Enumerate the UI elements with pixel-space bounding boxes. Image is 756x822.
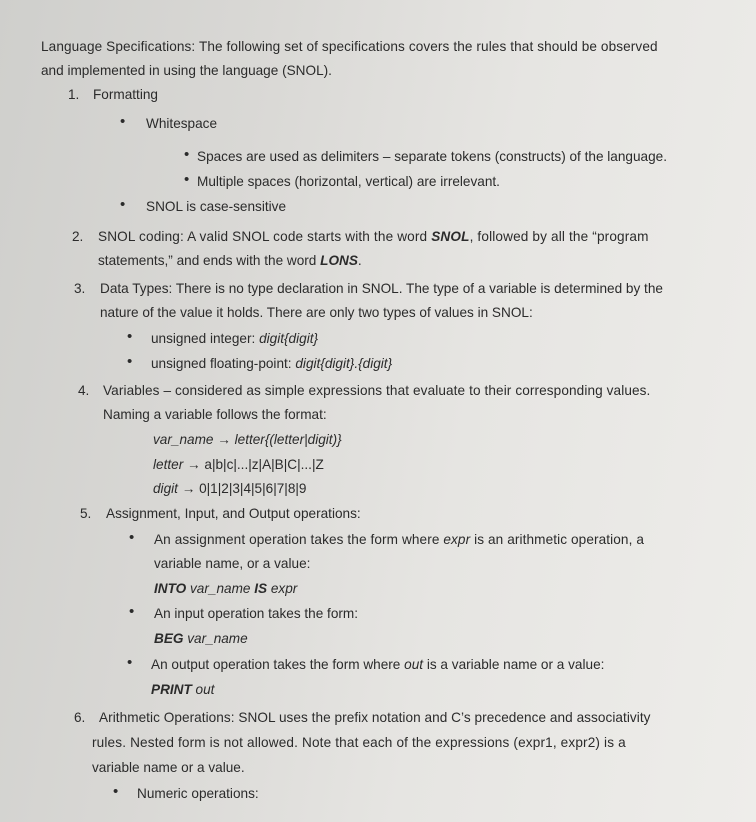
assignment-text: An assignment operation takes the form where	[154, 532, 444, 547]
section-6-line-3: variable name or a value.	[92, 760, 245, 775]
bullet-icon: •	[120, 113, 126, 130]
type-grammar: digit{digit}	[259, 331, 319, 346]
type-label: unsigned floating-point:	[151, 356, 296, 371]
grammar-rule: → 0|1|2|3|4|5|6|7|8|9	[177, 481, 307, 496]
section-5-number: 5.	[80, 506, 92, 521]
keyword-lons: LONS	[320, 253, 358, 268]
whitespace-item-1: Spaces are used as delimiters – separate tokens (constructs) of the language.	[197, 149, 667, 164]
section-4-line-2: Naming a variable follows the format:	[103, 407, 327, 422]
syntax-expr: expr	[267, 581, 298, 596]
keyword-beg: BEG	[154, 631, 184, 646]
grammar-arrow: →	[213, 432, 235, 447]
assignment-line-2: variable name, or a value:	[154, 556, 311, 571]
type-unsigned-integer	[151, 330, 318, 348]
intro-line-2: and implemented in using the language (SNOL).	[41, 63, 332, 78]
syntax-var: var_name	[183, 631, 248, 646]
grammar-letter	[153, 456, 324, 474]
output-syntax	[151, 681, 214, 699]
assignment-expr: expr	[443, 532, 471, 547]
bullet-icon: •	[129, 603, 135, 620]
grammar-symbol: letter	[153, 457, 184, 472]
output-text: An output operation takes the form where	[151, 657, 405, 672]
section-2-number: 2.	[72, 229, 84, 244]
section-6-line-2: rules. Nested form is not allowed. Note that each of the expressions (expr1, expr2) is a	[92, 735, 626, 750]
grammar-digit	[153, 480, 306, 498]
syntax-out: out	[191, 682, 215, 697]
grammar-rule: letter{(letter|digit)}	[234, 432, 342, 447]
section-3-line-2: nature of the value it holds. There are only two types of values in SNOL:	[100, 305, 533, 320]
section-3-number: 3.	[74, 281, 86, 296]
whitespace-item-2: Multiple spaces (horizontal, vertical) are irrelevant.	[197, 174, 500, 189]
bullet-icon: •	[127, 353, 133, 370]
section-2-line-1	[98, 228, 649, 246]
bullet-icon: •	[120, 196, 126, 213]
bullet-icon: •	[127, 328, 133, 345]
bullet-icon: •	[184, 171, 190, 188]
section-5-line-1: Assignment, Input, and Output operations:	[106, 506, 361, 521]
assignment-line-1	[154, 531, 644, 549]
bullet-icon: •	[113, 783, 119, 800]
keyword-is: IS	[254, 581, 268, 596]
section-6-line-1: Arithmetic Operations: SNOL uses the prefix notation and C’s precedence and associativity	[99, 710, 651, 725]
section-3-line-1: Data Types: There is no type declaration in SNOL. The type of a variable is determined by the	[100, 281, 663, 296]
section-2-text: .	[357, 253, 362, 268]
grammar-symbol: digit	[153, 481, 178, 496]
whitespace-label: Whitespace	[146, 116, 218, 131]
bullet-icon: •	[127, 654, 133, 671]
section-4-number: 4.	[78, 383, 90, 398]
section-4-line-1: Variables – considered as simple expressions that evaluate to their corresponding values.	[103, 383, 651, 398]
section-1-title: Formatting	[93, 87, 158, 102]
keyword-print: PRINT	[151, 682, 192, 697]
output-line-1	[151, 656, 604, 674]
section-1-number: 1.	[68, 87, 80, 102]
section-2-line-2	[98, 252, 362, 270]
assignment-text: is an arithmetic operation, a	[470, 532, 644, 547]
keyword-into: INTO	[154, 581, 187, 596]
input-syntax	[154, 630, 248, 648]
input-line-1: An input operation takes the form:	[154, 606, 359, 621]
output-text: is a variable name or a value:	[423, 657, 605, 672]
grammar-rule: → a|b|c|...|z|A|B|C|...|Z	[183, 457, 324, 472]
syntax-var: var_name	[186, 581, 255, 596]
bullet-icon: •	[184, 146, 190, 163]
intro-line-1: Language Specifications: The following set of specifications covers the rules that should be observed	[41, 39, 658, 54]
grammar-var-name	[153, 431, 342, 449]
grammar-symbol: var_name	[153, 432, 214, 447]
keyword-snol: SNOL	[431, 229, 470, 244]
assignment-syntax	[154, 580, 297, 598]
section-2-text: statements,” and ends with the word	[98, 253, 321, 268]
type-label: unsigned integer:	[151, 331, 260, 346]
bullet-icon: •	[129, 529, 135, 546]
type-grammar: digit{digit}.{digit}	[295, 356, 393, 371]
section-2-text: SNOL coding: A valid SNOL code starts with the word	[98, 229, 432, 244]
output-out: out	[404, 657, 424, 672]
numeric-operations-item: Numeric operations:	[137, 786, 259, 801]
section-6-number: 6.	[74, 710, 86, 725]
section-2-text: , followed by all the “program	[469, 229, 649, 244]
type-unsigned-float	[151, 355, 392, 373]
case-sensitive-item: SNOL is case-sensitive	[146, 199, 287, 214]
